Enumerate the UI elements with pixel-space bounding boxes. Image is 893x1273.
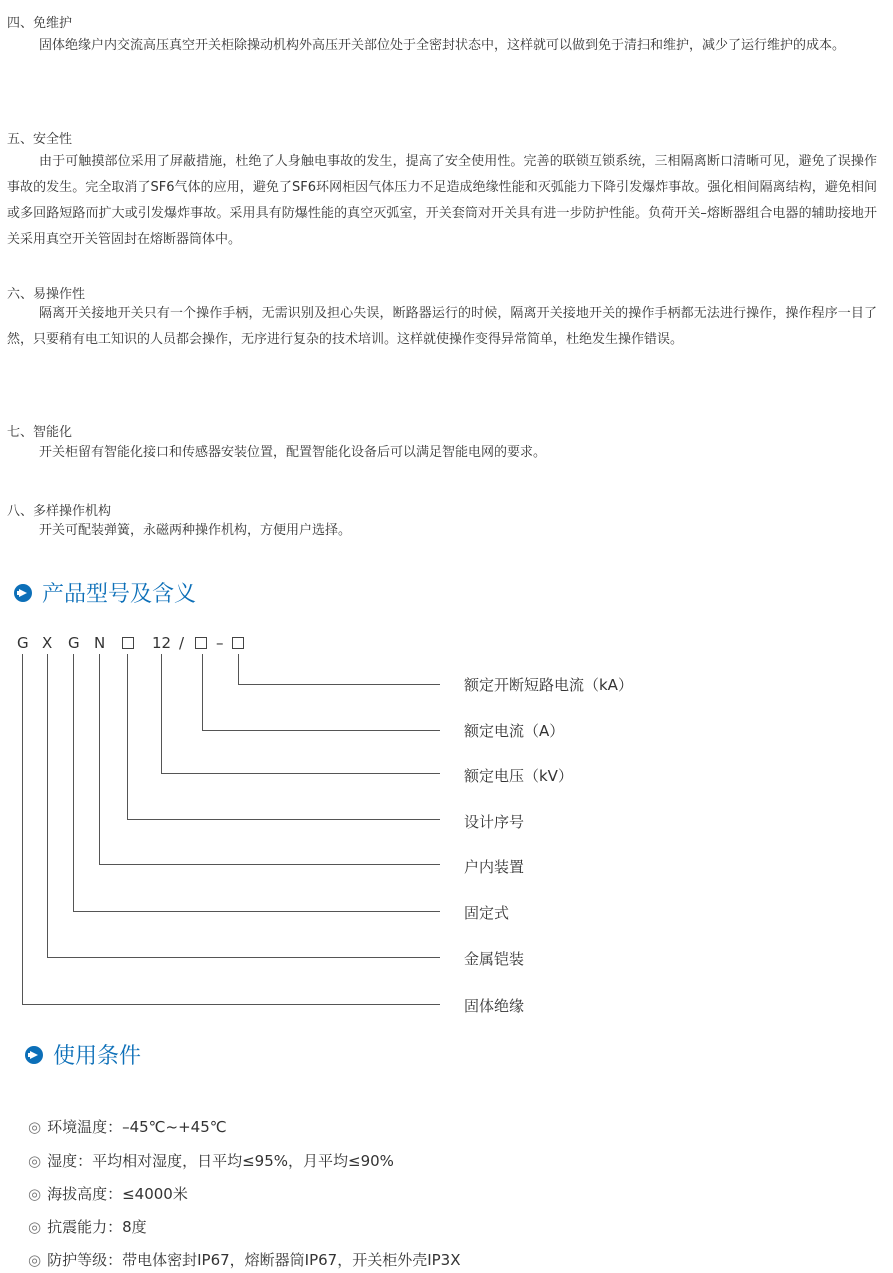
circle-bullet-icon: ◎ bbox=[28, 1218, 42, 1236]
code-slash: / bbox=[179, 634, 185, 652]
code-letter-g: G bbox=[17, 634, 29, 652]
label-fixed: 固定式 bbox=[464, 904, 510, 922]
condition-text: 防护等级：带电体密封IP67，熔断器筒IP67，开关柜外壳IP3X bbox=[47, 1251, 461, 1269]
list-item bbox=[28, 1116, 227, 1137]
model-heading-text: 产品型号及含义 bbox=[42, 582, 197, 607]
bracket-line bbox=[239, 654, 441, 685]
section-title: 五、安全性 bbox=[7, 132, 73, 147]
bracket-line bbox=[128, 654, 441, 820]
label-rated-current: 额定电流（A） bbox=[464, 722, 565, 740]
section-body: 开关可配装弹簧，永磁两种操作机构，方便用户选择。 bbox=[39, 523, 352, 538]
conditions-heading bbox=[25, 1039, 141, 1070]
section-title: 六、易操作性 bbox=[7, 287, 86, 302]
list-item bbox=[28, 1249, 461, 1270]
label-rated-voltage: 额定电压（kV） bbox=[464, 767, 573, 785]
circle-bullet-icon: ◎ bbox=[28, 1118, 42, 1136]
section-title: 八、多样操作机构 bbox=[7, 504, 112, 519]
section-title: 七、智能化 bbox=[7, 425, 73, 440]
section-body: 开关柜留有智能化接口和传感器安装位置，配置智能化设备后可以满足智能电网的要求。 bbox=[39, 445, 547, 460]
code-dash: – bbox=[216, 634, 224, 652]
label-indoor: 户内装置 bbox=[464, 858, 525, 876]
list-item bbox=[28, 1183, 188, 1204]
bracket-line bbox=[74, 654, 441, 912]
label-solid-insulation: 固体绝缘 bbox=[464, 997, 525, 1015]
bracket-line bbox=[23, 654, 441, 1005]
code-voltage: 12 bbox=[152, 634, 172, 652]
code-letter-n: N bbox=[94, 634, 106, 652]
conditions-heading-text: 使用条件 bbox=[53, 1044, 142, 1069]
condition-text: 海拔高度：≤4000米 bbox=[47, 1185, 188, 1203]
condition-text: 湿度：平均相对湿度，日平均≤95%，月平均≤90% bbox=[47, 1152, 394, 1170]
list-item bbox=[28, 1150, 394, 1171]
circle-bullet-icon: ◎ bbox=[28, 1152, 42, 1170]
circle-bullet-icon: ◎ bbox=[28, 1251, 42, 1269]
condition-text: 抗震能力：8度 bbox=[47, 1218, 147, 1236]
code-letter-g2: G bbox=[68, 634, 80, 652]
code-letter-x: X bbox=[42, 634, 53, 652]
label-breaking-current: 额定开断短路电流（kA） bbox=[464, 676, 633, 694]
circle-bullet-icon: ◎ bbox=[28, 1185, 42, 1203]
label-metal-clad: 金属铠装 bbox=[464, 950, 525, 968]
arrow-circle-icon bbox=[25, 1046, 43, 1064]
section-title: 四、免维护 bbox=[7, 16, 73, 31]
section-body: 固体绝缘户内交流高压真空开关柜除操动机构外高压开关部位处于全密封状态中，这样就可以做到免于清扫和维护，减少了运行维护的成本。 bbox=[39, 38, 846, 53]
label-design-number: 设计序号 bbox=[464, 813, 525, 831]
condition-text: 环境温度：–45℃~+45℃ bbox=[47, 1118, 227, 1136]
section-body: 隔离开关接地开关只有一个操作手柄，无需识别及担心失误，断路器运行的时候，隔离开关接地开关的操作手柄都无法进行操作，操作程序一目了然，只要稍有电工知识的人员都会操作，无序进行复杂的技术培训。这样就使操作变得异常简单，杜绝发生操作错误。 bbox=[7, 306, 877, 347]
list-item bbox=[28, 1216, 147, 1237]
section-body: 由于可触摸部位采用了屏蔽措施，杜绝了人身触电事故的发生，提高了安全使用性。完善的联锁互锁系统，三相隔离断口清晰可见，避免了误操作事故的发生。完全取消了SF6气体的应用，避免了SF6环网柜因气体压力不足造成绝缘性能和灭弧能力下降引发爆炸事故。强化相间隔离结构，避免相间或多回路短路而扩大或引发爆炸事故。采用具有防爆性能的真空灭弧室，开关套筒对开关具有进一步防护性能。负荷开关–熔断器组合电器的辅助接地开关采用真空开关管固封在熔断器筒体中。 bbox=[7, 154, 877, 247]
bracket-line bbox=[100, 654, 441, 865]
bracket-line bbox=[162, 654, 441, 774]
